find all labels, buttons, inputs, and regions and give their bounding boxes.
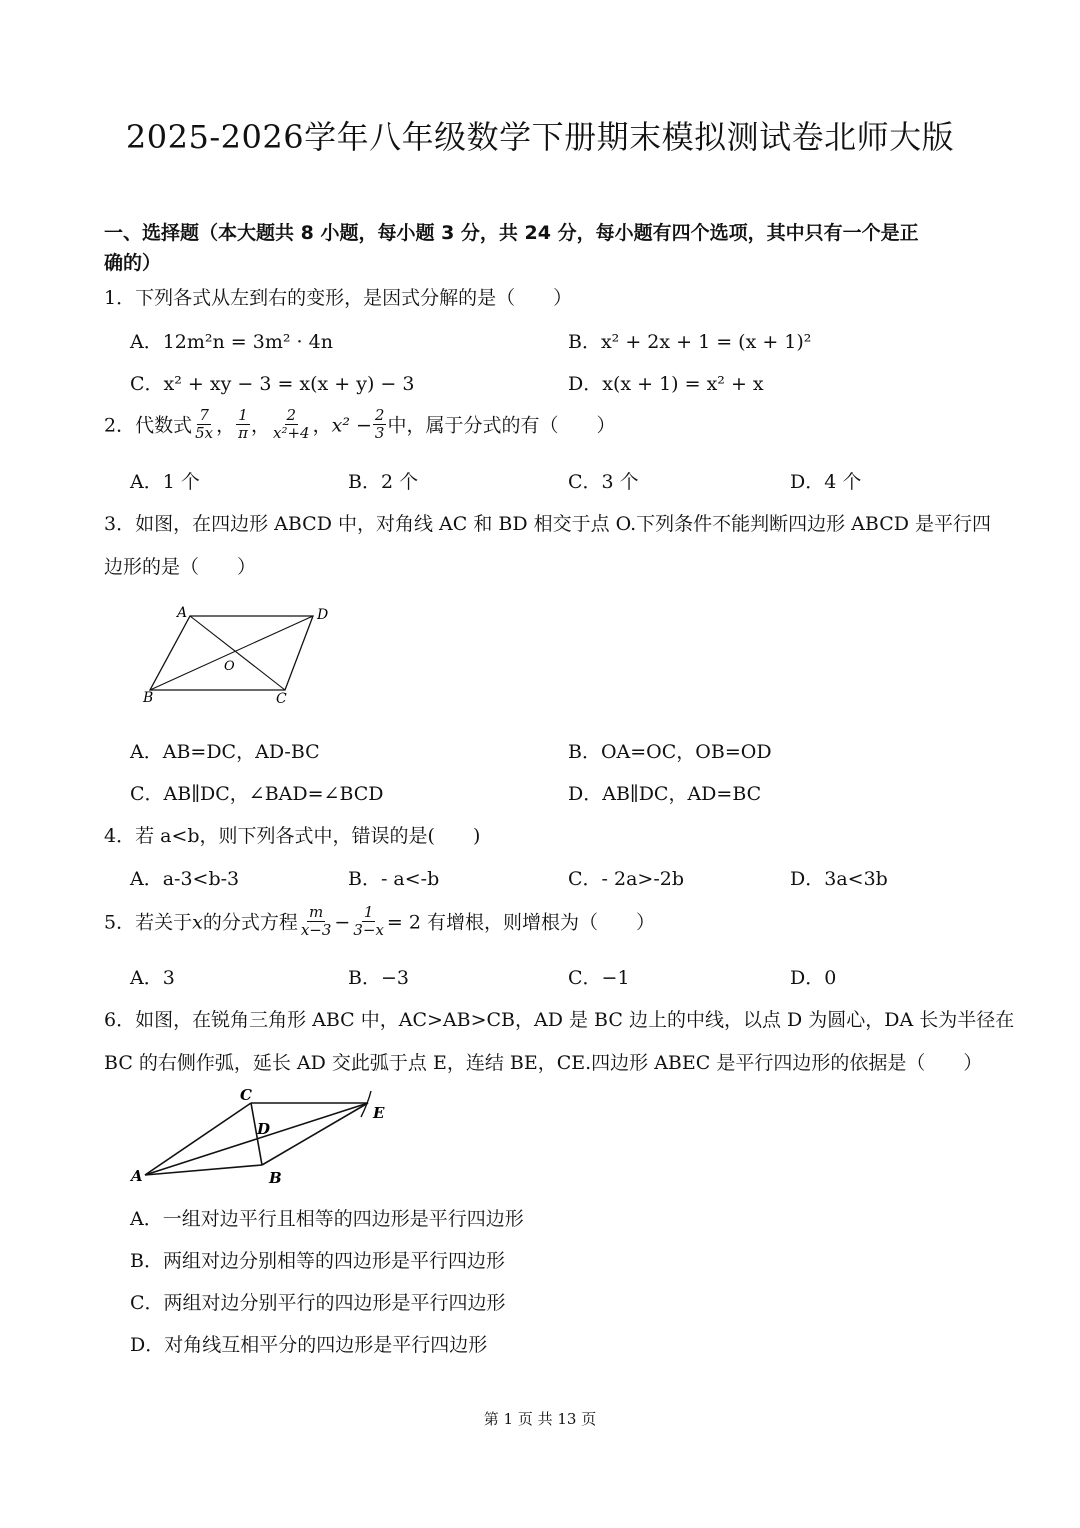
label-d: D: [317, 607, 329, 623]
question-1-option-a: A．12m²n = 3m² · 4n: [130, 331, 333, 353]
question-1-option-c: C．x² + xy − 3 = x(x + y) − 3: [130, 373, 415, 395]
label-a: A: [131, 1167, 143, 1185]
segment-be: [262, 1103, 368, 1165]
fraction-7-over-5x: $\frac{7}{5x}$: [195, 406, 214, 442]
question-2-option-b: B．2 个: [348, 471, 419, 493]
equals-two: = 2: [386, 911, 421, 934]
question-5-suffix: 有增根，则增根为（ ）: [427, 911, 656, 934]
parallelogram-abcd-figure: [130, 598, 350, 713]
question-5-option-d: D．0: [790, 967, 837, 989]
question-3-stem-line2: 边形的是（ ）: [104, 556, 257, 578]
label-b: B: [143, 690, 154, 706]
question-2-option-a: A．1 个: [130, 471, 200, 493]
fraction-m-over-x-minus-3: $\frac{m}{x-3}$: [300, 903, 332, 939]
section-heading-line2: 确的）: [104, 252, 162, 274]
fraction-1-over-pi: $\frac{1}{\pi}$: [238, 406, 248, 442]
segment-ac: [145, 1103, 251, 1175]
label-c: C: [276, 691, 287, 707]
parallelogram-abec-figure: [125, 1083, 400, 1191]
question-6-option-c: C．两组对边分别平行的四边形是平行四边形: [130, 1292, 506, 1314]
question-5-prefix: 5．若关于: [104, 911, 193, 934]
question-1-option-b: B．x² + 2x + 1 = (x + 1)²: [568, 331, 812, 353]
question-3-option-c: C．AB∥DC，∠BAD=∠BCD: [130, 783, 384, 805]
question-6-stem-line2: BC 的右侧作弧，延长 AD 交此弧于点 E，连结 BE，CE.四边形 ABEC 是平行四边形的依据是（ ）: [104, 1052, 983, 1074]
label-o: O: [224, 659, 235, 674]
question-4-option-b: B．- a<-b: [348, 868, 440, 890]
question-6-stem-line1: 6．如图，在锐角三角形 ABC 中，AC>AB>CB，AD 是 BC 边上的中线，以点 D 为圆心，DA 长为半径在: [104, 1009, 1015, 1031]
question-5-option-b: B．−3: [348, 967, 409, 989]
variable-x: x: [192, 911, 203, 934]
diagonal-ac: [190, 616, 285, 690]
question-6-option-a: A．一组对边平行且相等的四边形是平行四边形: [130, 1208, 524, 1230]
question-5-option-a: A．3: [130, 967, 175, 989]
question-2-suffix: 中，属于分式的有（ ）: [387, 414, 616, 437]
question-5-option-c: C．−1: [568, 967, 630, 989]
fraction-1-over-3-minus-x: $\frac{1}{3-x}$: [353, 903, 384, 939]
page-title: 2025-2026学年八年级数学下册期末模拟测试卷北师大版: [125, 118, 955, 156]
label-b: B: [269, 1169, 282, 1187]
question-1-stem: 1．下列各式从左到右的变形，是因式分解的是（ ）: [104, 287, 573, 309]
label-e: E: [373, 1104, 385, 1122]
question-2-option-c: C．3 个: [568, 471, 639, 493]
fraction-2-over-3: $\frac{2}{3}$: [374, 406, 385, 442]
question-4-stem: 4．若 a<b，则下列各式中，错误的是( ): [104, 825, 481, 847]
expression-x-squared: x² −: [331, 414, 372, 437]
segment-ae: [145, 1103, 368, 1175]
label-a: A: [177, 605, 188, 621]
question-4-option-d: D．3a<3b: [790, 868, 888, 890]
question-3-stem-line1: 3．如图，在四边形 ABCD 中，对角线 AC 和 BD 相交于点 O.下列条件不能判断四边形 ABCD 是平行四: [104, 513, 992, 535]
question-4-option-c: C．- 2a>-2b: [568, 868, 685, 890]
question-6-option-d: D．对角线互相平分的四边形是平行四边形: [130, 1334, 488, 1356]
question-1-option-d: D．x(x + 1) = x² + x: [568, 373, 764, 395]
label-d: D: [257, 1120, 271, 1138]
question-3-option-a: A．AB=DC，AD-BC: [130, 741, 320, 763]
question-3-option-b: B．OA=OC，OB=OD: [568, 741, 772, 763]
question-2-prefix: 2．代数式: [104, 414, 193, 437]
question-3-option-d: D．AB∥DC，AD=BC: [568, 783, 762, 805]
question-2-stem: 2．代数式 $\frac{7}{5x}$ ， $\frac{1}{\pi}$ ， $\frac{2}{\text{x²+4}}$ ，x² − $\frac{2}{3}$ 中，属于分式的有（ ）: [104, 406, 616, 442]
question-4-option-a: A．a-3<b-3: [130, 868, 240, 890]
page-footer: 第 1 页 共 13 页: [483, 1410, 597, 1428]
section-heading-line1: 一、选择题（本大题共 8 小题，每小题 3 分，共 24 分，每小题有四个选项，其中只有一个是正: [104, 222, 919, 244]
fraction-2-over-x2-plus-4: $\frac{2}{\text{x²+4}}$: [273, 406, 310, 442]
question-6-option-b: B．两组对边分别相等的四边形是平行四边形: [130, 1250, 505, 1272]
question-2-option-d: D．4 个: [790, 471, 862, 493]
question-5-stem: 5．若关于x的分式方程 $\frac{m}{x-3}$ − $\frac{1}{3-x}$ = 2 有增根，则增根为（ ）: [104, 903, 656, 939]
label-c: C: [240, 1086, 252, 1104]
